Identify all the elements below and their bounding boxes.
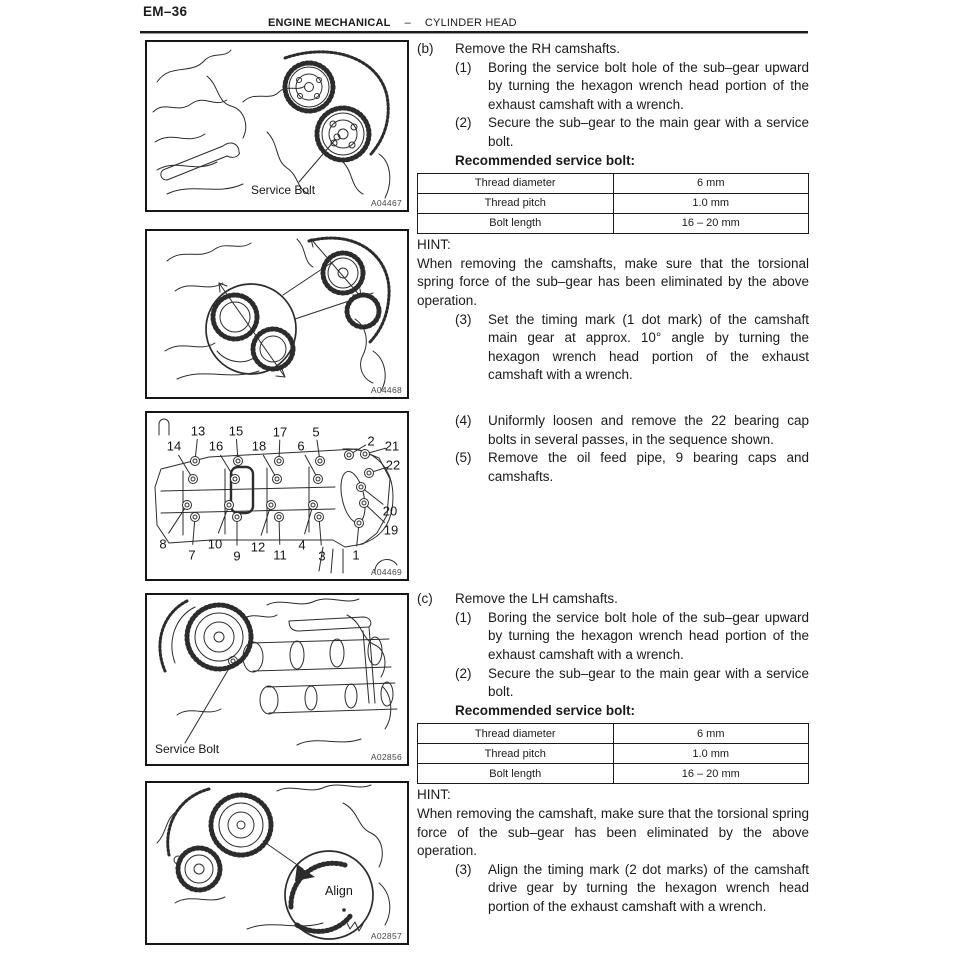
svg-text:7: 7 (188, 547, 196, 563)
svg-text:2: 2 (367, 433, 375, 449)
step-b2 (455, 114, 809, 151)
spacer (417, 385, 809, 412)
step-text: Set the timing mark (1 dot mark) of the camshaft main gear at approx. 10° angle by turning the hexagon wrench head portion of the exhaust camshaft with a wrench. (488, 311, 809, 383)
step-b5 (455, 449, 809, 486)
recommended-bolt-heading: Recommended service bolt: (455, 152, 636, 168)
step-marker: (b) (417, 41, 434, 56)
wrench-icon (161, 143, 239, 180)
table-cell-label: Bolt length (418, 214, 614, 234)
table-row (418, 214, 809, 234)
service-bolt-leader (299, 140, 335, 182)
svg-text:19: 19 (383, 522, 399, 538)
table-row (418, 174, 809, 194)
spacer (417, 486, 809, 590)
header-subsection: CYLINDER HEAD (424, 17, 517, 29)
table-cell-value: 1.0 mm (613, 744, 809, 764)
figure-rh-service-bolt (145, 40, 409, 212)
svg-text:21: 21 (384, 438, 400, 454)
step-marker: (4) (455, 412, 472, 428)
recommended-bolt-heading: Recommended service bolt: (455, 702, 636, 718)
step-text: Boring the service bolt hole of the sub–gear upward by turning the hexagon wrench head portion of the exhaust camshaft with a wrench. (488, 609, 809, 663)
svg-text:16: 16 (208, 438, 224, 454)
step-text: Uniformly loosen and remove the 22 bearing cap bolts in several passes, in the sequence shown. (488, 412, 809, 447)
step-c (417, 590, 809, 609)
step-c1 (455, 609, 809, 665)
table-cell-value: 1.0 mm (613, 194, 809, 214)
svg-text:6: 6 (297, 438, 305, 454)
table-cell-value: 6 mm (613, 724, 809, 744)
table-cell-label: Thread diameter (418, 174, 614, 194)
table-cell-label: Thread pitch (418, 194, 614, 214)
step-marker: (5) (455, 450, 472, 466)
engine-illustration (147, 231, 407, 397)
table-row (418, 764, 809, 784)
svg-text:22: 22 (385, 457, 401, 473)
step-text: Boring the service bolt hole of the sub–gear upward by turning the hexagon wrench head portion of the exhaust camshaft with a wrench. (488, 59, 809, 112)
engine-illustration (147, 595, 407, 764)
hint-label: HINT: (417, 237, 451, 253)
oil-feed-pipe (289, 617, 371, 631)
step-title: Remove the LH camshafts. (455, 591, 618, 607)
step-b1 (455, 59, 809, 115)
table-row (418, 744, 809, 764)
svg-text:15: 15 (228, 423, 244, 439)
step-marker: (1) (455, 59, 472, 75)
table-row (418, 194, 809, 214)
figure-label: Align (325, 884, 353, 898)
svg-text:13: 13 (190, 423, 206, 439)
step-text: Secure the sub–gear to the main gear with a service bolt. (488, 665, 809, 700)
figure-bolt-removal-sequence (145, 411, 409, 581)
figure-align-detail (145, 781, 409, 945)
instructions-column (417, 40, 809, 917)
figure-timing-mark-detail (145, 229, 409, 399)
engine-illustration (147, 783, 407, 943)
figure-code: A02856 (370, 752, 402, 762)
figure-code: A04467 (370, 198, 402, 208)
cylinder-head-diagram (147, 413, 407, 579)
step-marker: (1) (455, 609, 472, 625)
step-marker: (3) (455, 861, 472, 877)
step-title: Remove the RH camshafts. (455, 41, 621, 56)
svg-text:1: 1 (352, 547, 360, 563)
page-number: EM–36 (143, 4, 188, 19)
step-b3 (455, 311, 809, 385)
table-cell-value: 16 – 20 mm (613, 764, 809, 784)
step-c3 (455, 861, 809, 917)
table-cell-label: Thread diameter (418, 724, 614, 744)
svg-text:14: 14 (166, 438, 182, 454)
hint-text: When removing the camshafts, make sure that the torsional spring force of the sub–gear has been eliminated by the above operation. (417, 255, 809, 308)
hint-label: HINT: (417, 787, 451, 803)
hint-text: When removing the camshaft, make sure that the torsional spring force of the sub–gear has been eliminated by the above operation. (417, 806, 809, 859)
svg-text:11: 11 (273, 547, 287, 563)
svg-text:20: 20 (382, 503, 398, 519)
figure-label: Service Bolt (251, 183, 316, 197)
step-marker: (2) (455, 665, 472, 681)
svg-text:17: 17 (272, 424, 288, 440)
page-header (268, 17, 517, 29)
svg-text:5: 5 (312, 424, 320, 440)
step-text: Remove the oil feed pipe, 9 bearing caps and camshafts. (488, 450, 809, 484)
figure-lh-service-bolt (145, 593, 409, 766)
step-b (417, 40, 809, 59)
step-text: Align the timing mark (2 dot marks) of the camshaft drive gear by turning the hexagon wrench head portion of the exhaust camshaft with a wrench. (488, 861, 809, 914)
svg-text:8: 8 (159, 536, 167, 552)
svg-text:10: 10 (207, 536, 223, 552)
svg-text:9: 9 (233, 548, 241, 564)
svg-text:4: 4 (298, 537, 306, 553)
table-cell-value: 6 mm (613, 174, 809, 194)
timing-arrow (311, 239, 361, 297)
header-rule (140, 31, 808, 34)
svg-text:12: 12 (250, 539, 266, 555)
step-marker: (c) (417, 591, 433, 607)
table-cell-value: 16 – 20 mm (613, 214, 809, 234)
bracket-icon (159, 419, 169, 435)
header-dash: – (404, 17, 411, 29)
step-b4 (455, 412, 809, 449)
table-cell-label: Thread pitch (418, 744, 614, 764)
service-bolt-spec-table (417, 173, 809, 234)
figure-code: A04468 (370, 385, 402, 395)
table-cell-label: Bolt length (418, 764, 614, 784)
dot-mark-icon (347, 915, 351, 919)
table-row (418, 724, 809, 744)
dot-mark-icon (342, 908, 346, 912)
svg-text:3: 3 (318, 548, 326, 564)
figure-code: A02857 (370, 931, 402, 941)
header-section: ENGINE MECHANICAL (268, 17, 391, 29)
step-c2 (455, 665, 809, 702)
figure-label: Service Bolt (155, 742, 220, 756)
service-bolt-spec-table (417, 723, 809, 784)
svg-text:18: 18 (251, 438, 267, 454)
step-text: Secure the sub–gear to the main gear with a service bolt. (488, 115, 809, 149)
service-bolt-leader (185, 665, 231, 743)
step-marker: (2) (455, 115, 472, 131)
step-marker: (3) (455, 311, 472, 327)
figure-code: A04469 (370, 567, 402, 577)
